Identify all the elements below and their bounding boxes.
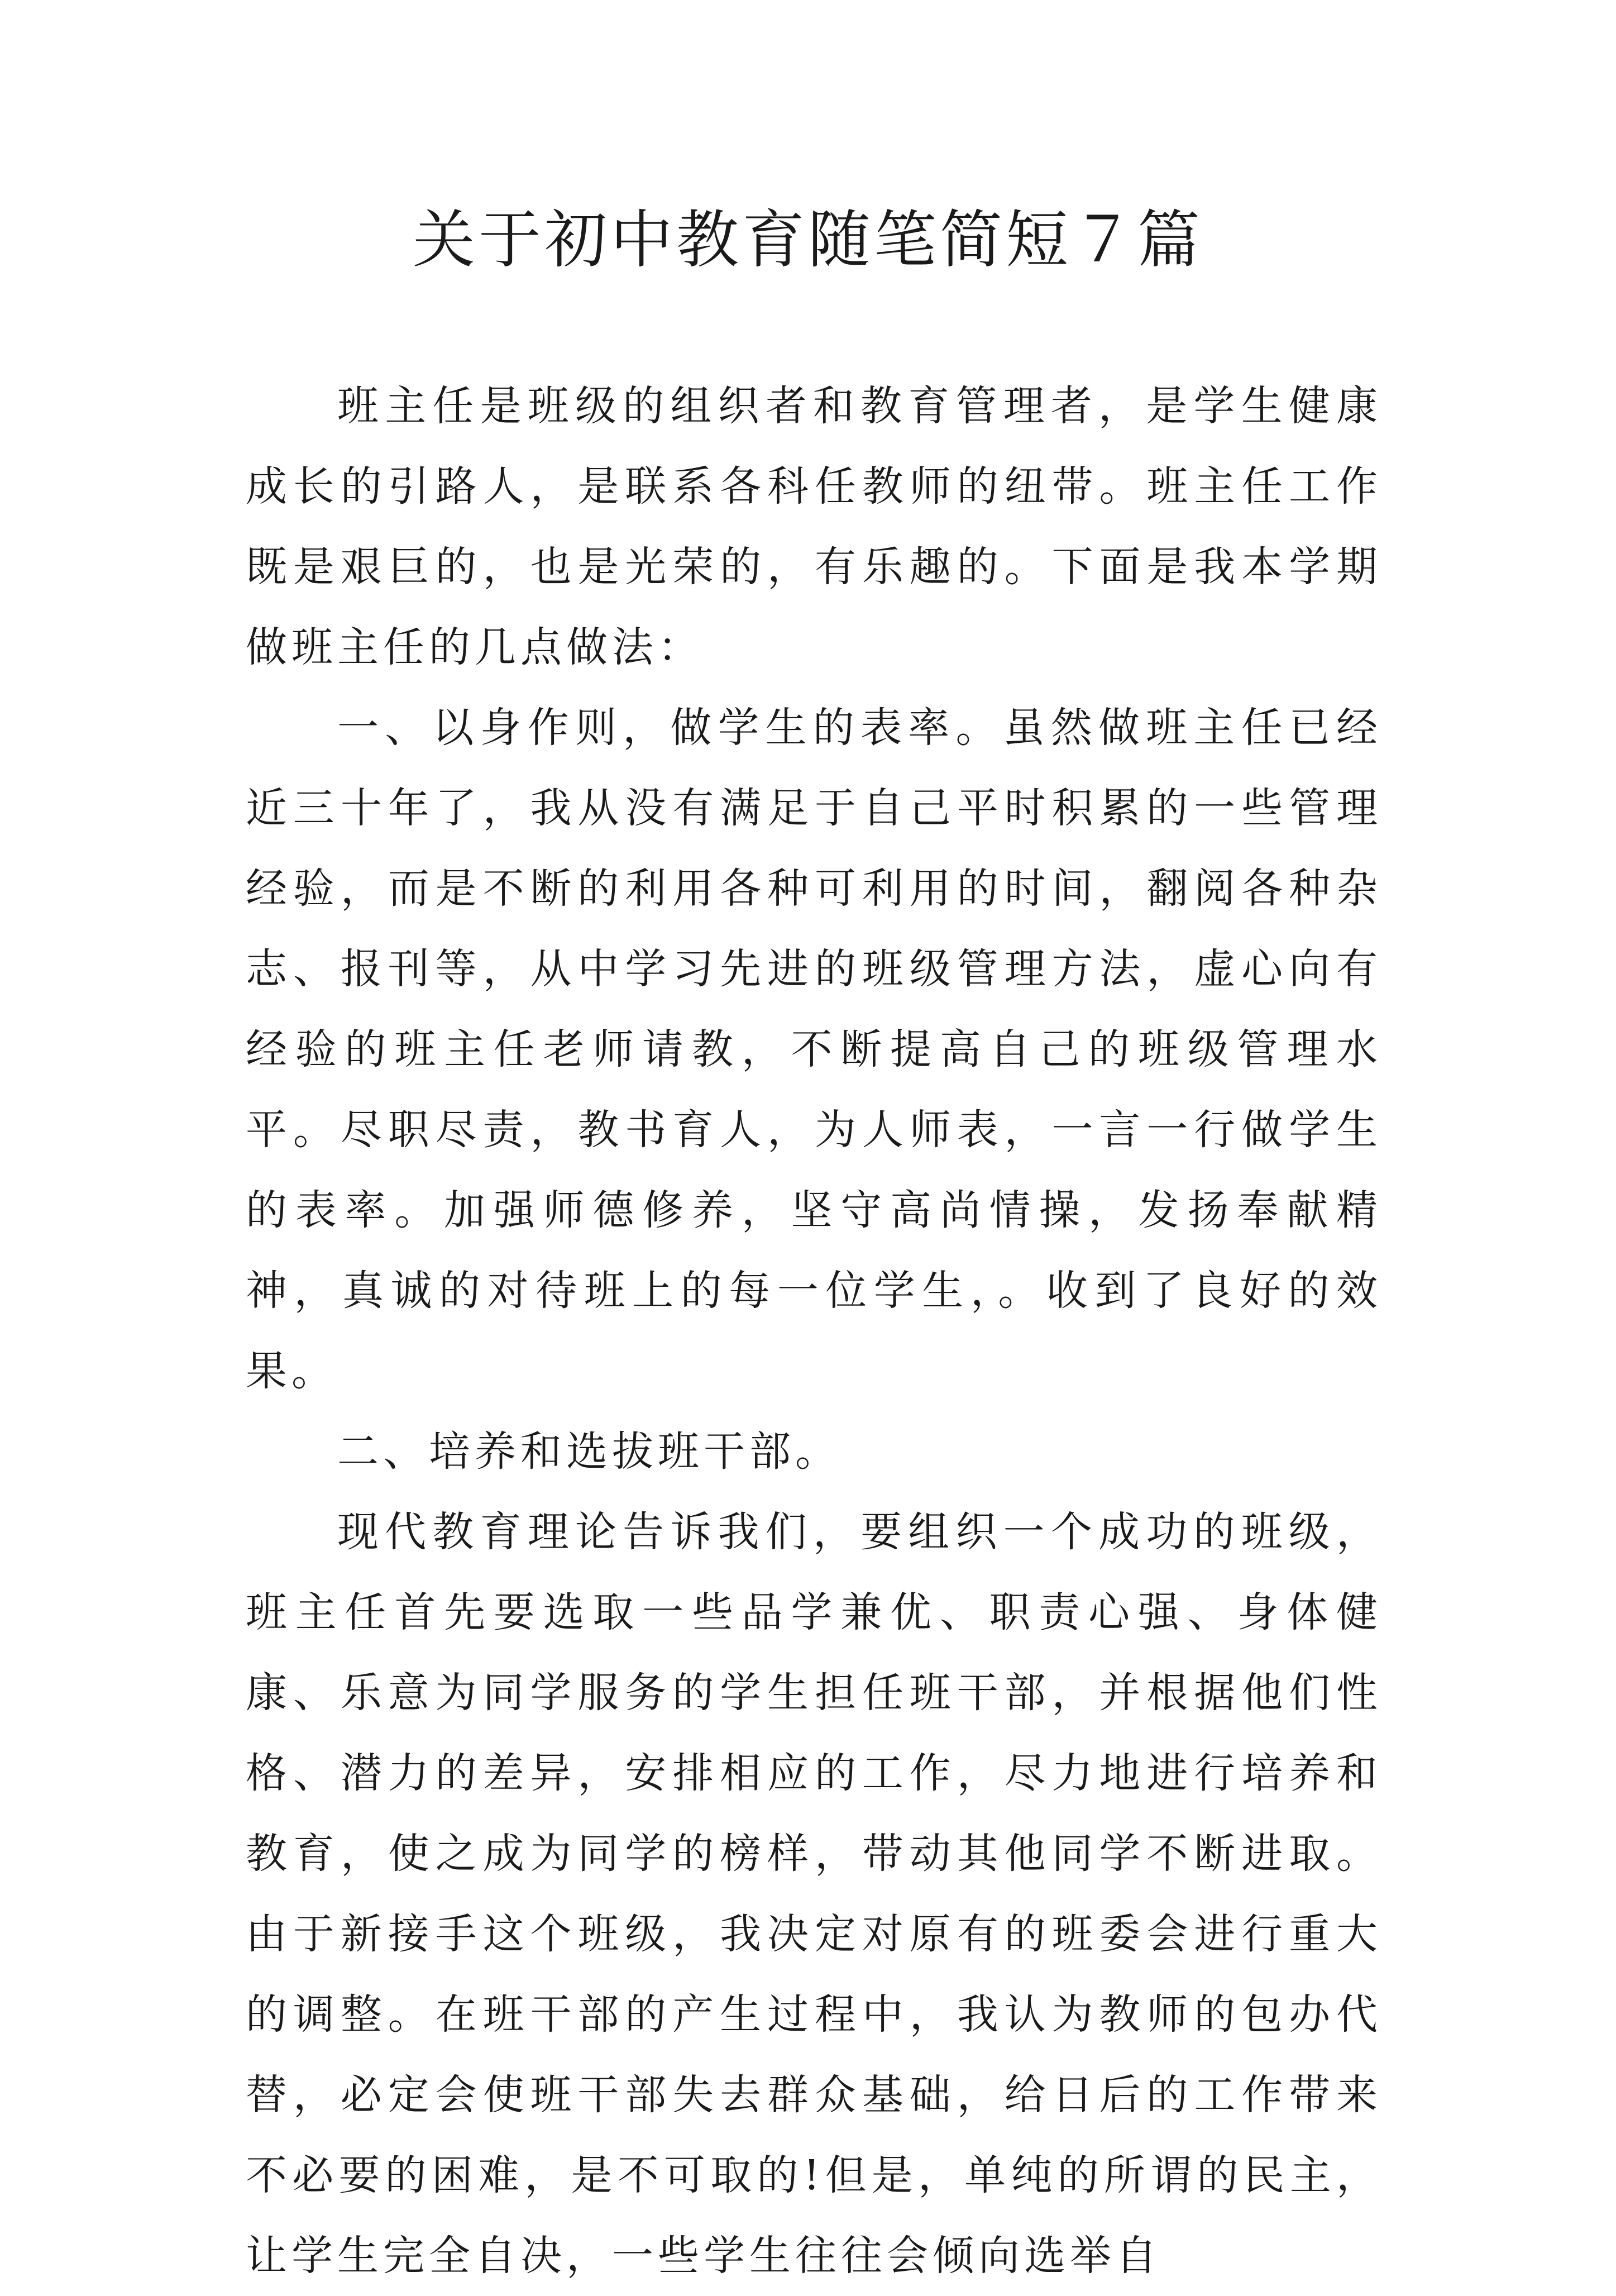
- document-title: 关于初中教育随笔简短７篇: [413, 204, 1203, 276]
- document-body: [246, 366, 1382, 2296]
- paragraph-intro: 班主任是班级的组织者和教育管理者，是学生健康成长的引路人，是联系各科任教师的纽带。班主任工作既是艰巨的，也是光荣的，有乐趣的。下面是我本学期做班主任的几点做法：: [246, 382, 1382, 671]
- paragraph-section-2-body: 现代教育理论告诉我们，要组织一个成功的班级，班主任首先要选取一些品学兼优、职责心强、身体健康、乐意为同学服务的学生担任班干部，并根据他们性格、潜力的差异，安排相应的工作，尽力地进行培养和教育，使之成为同学的榜样，带动其他同学不断进取。由于新接手这个班级，我决定对原有的班委会进行重大的调整。在班干部的产生过程中，我认为教师的包办代替，必定会使班干部失去群众基础，给日后的工作带来不必要的困难，是不可取的!但是，单纯的所谓的民主，让学生完全自决，一些学生往往会倾向选举自: [246, 1508, 1382, 2280]
- paragraph-section-2-heading: 二、培养和选拔班干部。: [337, 1428, 841, 1476]
- paragraph-section-1: 一、以身作则，做学生的表率。虽然做班主任已经近三十年了，我从没有满足于自己平时积累的一些管理经验，而是不断的利用各种可利用的时间，翻阅各种杂志、报刊等，从中学习先进的班级管理方法，虚心向有经验的班主任老师请教，不断提高自己的班级管理水平。尽职尽责，教书育人，为人师表，一言一行做学生的表率。加强师德修养，坚守高尚情操，发扬奉献精神，真诚的对待班上的每一位学生，。收到了良好的效果。: [246, 704, 1382, 1395]
